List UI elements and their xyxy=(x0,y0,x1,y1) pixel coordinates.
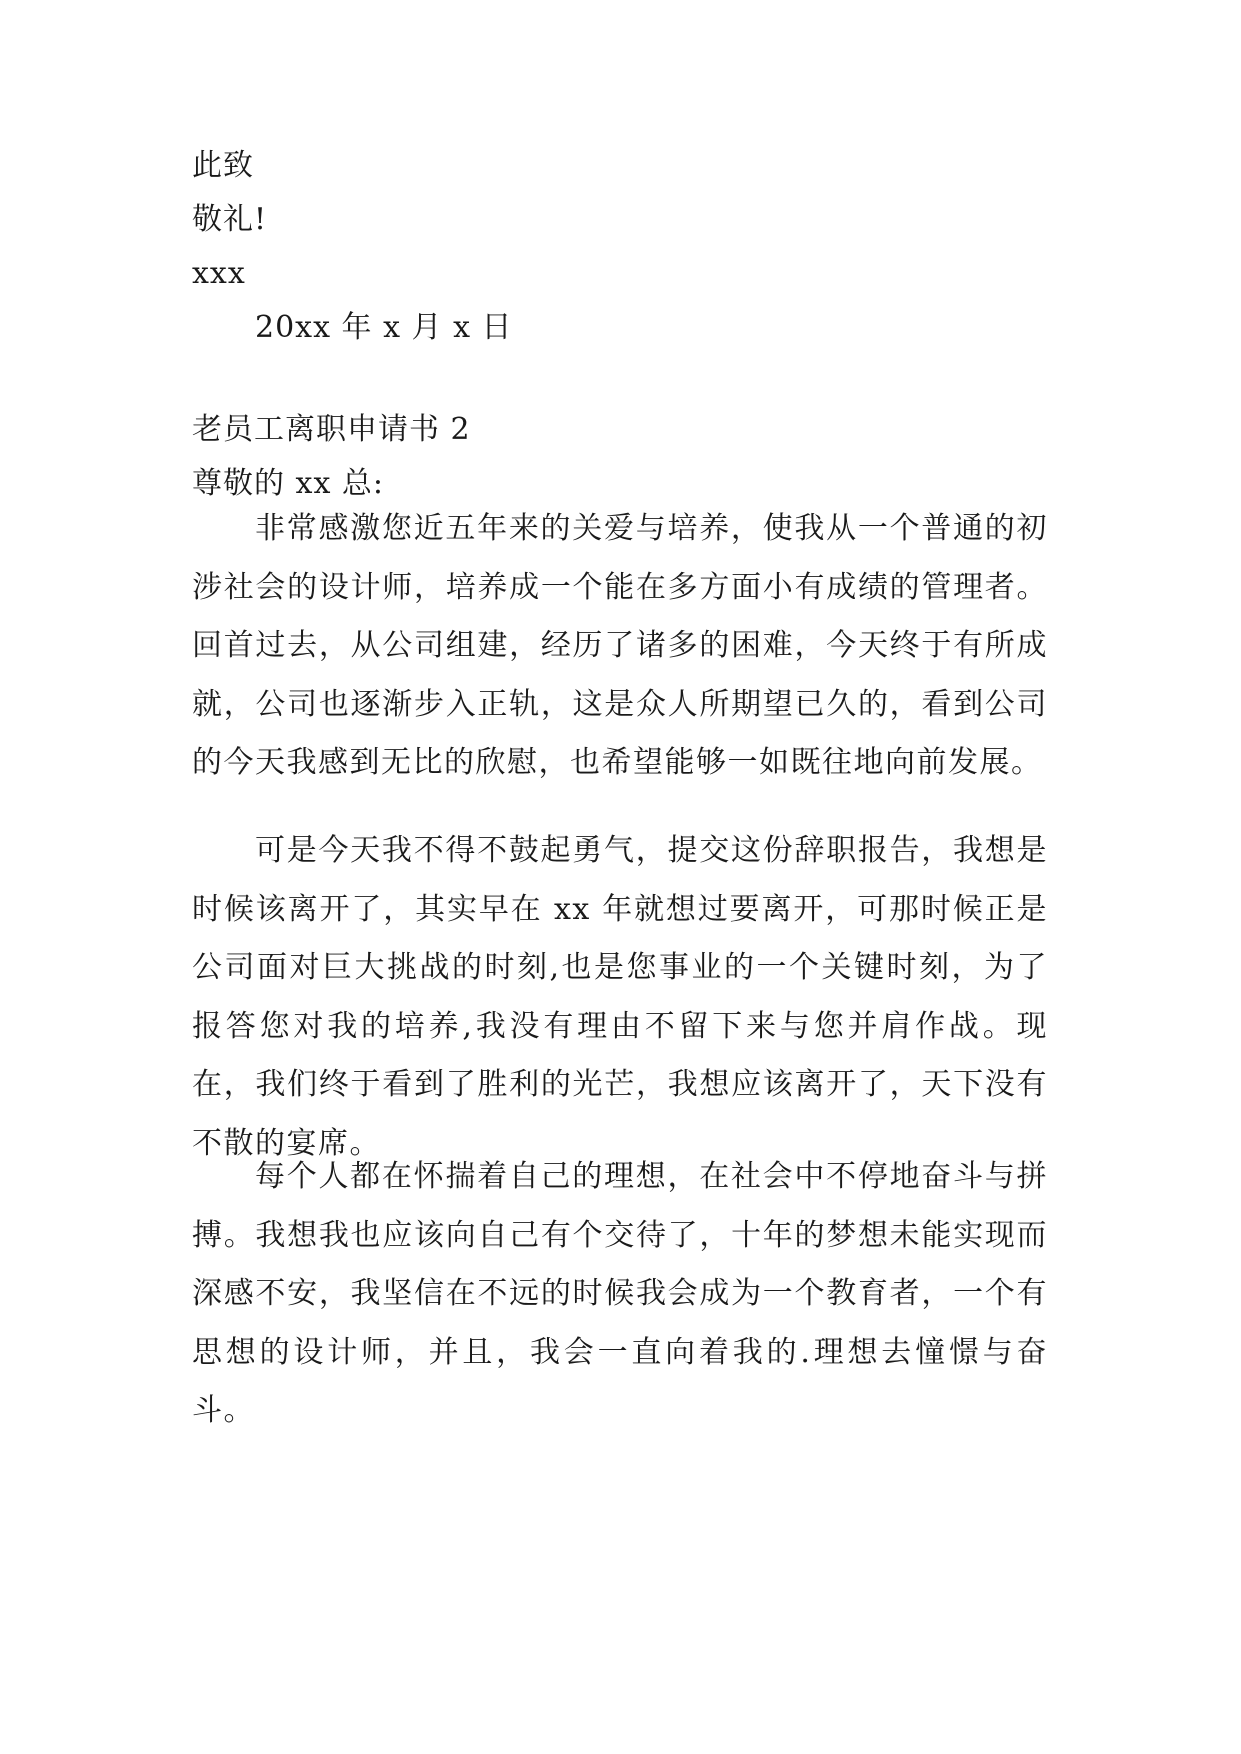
body-paragraph-1: 非常感激您近五年来的关爱与培养，使我从一个普通的初涉社会的设计师，培养成一个能在多方面小有成绩的管理者。回首过去，从公司组建，经历了诸多的困难，今天终于有所成就，公司也逐渐步入正轨，这是众人所期望已久的，看到公司的今天我感到无比的欣慰，也希望能够一如既往地向前发展。 xyxy=(192,511,1048,780)
closing-salutation-2: 敬礼! xyxy=(192,202,268,237)
signature: xxx xyxy=(192,256,246,291)
body-paragraph-2: 可是今天我不得不鼓起勇气，提交这份辞职报告，我想是时候该离开了，其实早在 xx 年就想过要离开，可那时候正是公司面对巨大挑战的时刻,也是您事业的一个关键时刻，为了报答您对我的培养,我没有理由不留下来与您并肩作战。现在，我们终于看到了胜利的光芒，我想应该离开了，天下没有不散的宴席。 xyxy=(192,833,1048,1161)
letter-date: 20xx 年 x 月 x 日 xyxy=(255,310,513,345)
letter-greeting: 尊敬的 xx 总: xyxy=(192,466,385,501)
letter-title: 老员工离职申请书 2 xyxy=(192,412,471,447)
body-paragraph-3: 每个人都在怀揣着自己的理想，在社会中不停地奋斗与拼搏。我想我也应该向自己有个交待了，十年的梦想未能实现而深感不安，我坚信在不远的时候我会成为一个教育者，一个有思想的设计师，并且，我会一直向着我的.理想去憧憬与奋斗。 xyxy=(192,1159,1048,1428)
closing-salutation-1: 此致 xyxy=(192,148,254,183)
